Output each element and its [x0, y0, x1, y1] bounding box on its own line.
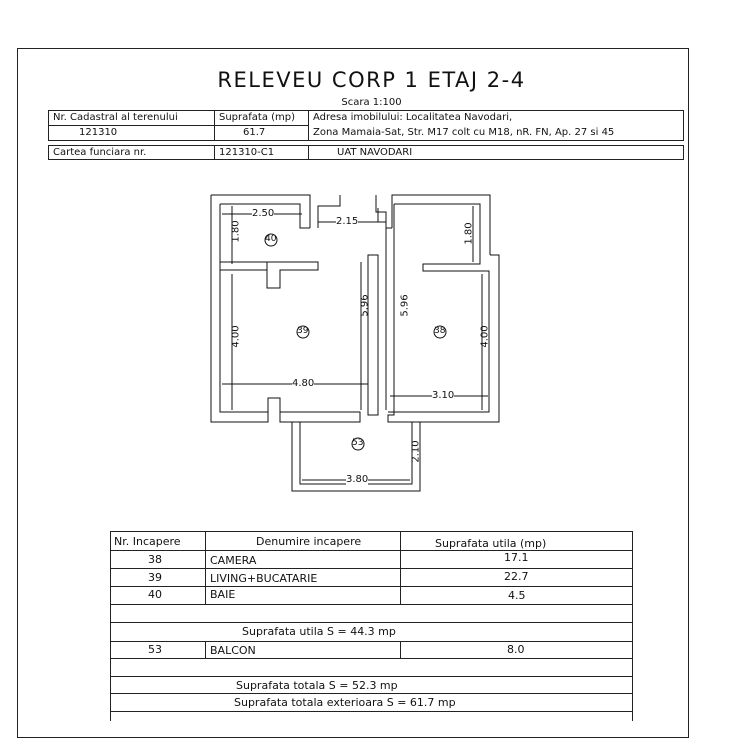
row-53-name: BALCON — [210, 644, 256, 657]
dim-center-height: 5.96 — [359, 294, 371, 317]
dim-camera-width: 3.10 — [432, 390, 455, 401]
carte-value: 121310-C1 — [219, 147, 275, 158]
dim-living-width: 4.80 — [292, 378, 315, 389]
dim-hall-width: 2.15 — [336, 216, 359, 227]
row-53-nr: 53 — [148, 643, 162, 656]
header-denumire: Denumire incapere — [256, 535, 362, 548]
address-line-1: Adresa imobilului: Localitatea Navodari, — [313, 112, 513, 123]
dim-balcon-height: 2.10 — [410, 440, 422, 463]
row-38-nr: 38 — [148, 553, 162, 566]
room-number-39: 39 — [297, 326, 309, 336]
scale-label: Scara 1:100 — [341, 97, 402, 108]
row-40-nr: 40 — [148, 588, 162, 601]
uat-label: UAT NAVODARI — [337, 147, 413, 158]
row-38-area: 17.1 — [504, 551, 529, 564]
dim-right-height: 5.96 — [399, 294, 411, 317]
row-39-area: 22.7 — [504, 570, 529, 583]
table-row — [110, 641, 633, 659]
table-row — [110, 550, 633, 569]
dim-balcon-width: 3.80 — [346, 474, 369, 485]
room-number-40: 40 — [265, 234, 277, 244]
table-header-row — [110, 532, 633, 551]
table-empty-row — [110, 604, 633, 623]
row-39-name: LIVING+BUCATARIE — [210, 572, 318, 585]
table-row — [110, 586, 633, 605]
dim-baie-height: 1.80 — [230, 220, 242, 243]
room-number-53: 53 — [352, 438, 364, 448]
dim-living-height: 4.00 — [230, 325, 242, 348]
row-53-area: 8.0 — [507, 643, 525, 656]
total-exterior-surface: Suprafata totala exterioara S = 61.7 mp — [234, 696, 456, 709]
total-surface: Suprafata totala S = 52.3 mp — [236, 679, 398, 692]
header-suprafata: Suprafata utila (mp) — [435, 537, 547, 550]
header-nr: Nr. Incapere — [114, 535, 181, 548]
carte-label: Cartea funciara nr. — [53, 147, 147, 158]
document-title: RELEVEU CORP 1 ETAJ 2-4 — [217, 68, 526, 92]
table-row — [110, 568, 633, 587]
dim-baie-width: 2.50 — [252, 208, 275, 219]
surface-value: 61.7 — [243, 127, 266, 138]
useful-total: Suprafata utila S = 44.3 mp — [242, 625, 396, 638]
row-40-area: 4.5 — [508, 589, 526, 602]
room-number-38: 38 — [434, 326, 446, 336]
row-40-name: BAIE — [210, 588, 236, 601]
cadastral-label: Nr. Cadastral al terenului — [53, 112, 178, 123]
address-line-2: Zona Mamaia-Sat, Str. M17 colt cu M18, nR. FN, Ap. 27 si 45 — [313, 127, 615, 138]
table-empty-row — [110, 658, 633, 677]
surface-label: Suprafata (mp) — [219, 112, 296, 123]
row-39-nr: 39 — [148, 571, 162, 584]
cadastral-value: 121310 — [79, 127, 118, 138]
dim-camera-top: 1.80 — [463, 222, 475, 245]
dim-camera-height: 4.00 — [479, 325, 491, 348]
row-38-name: CAMERA — [210, 554, 257, 567]
rooms-table — [110, 531, 633, 721]
